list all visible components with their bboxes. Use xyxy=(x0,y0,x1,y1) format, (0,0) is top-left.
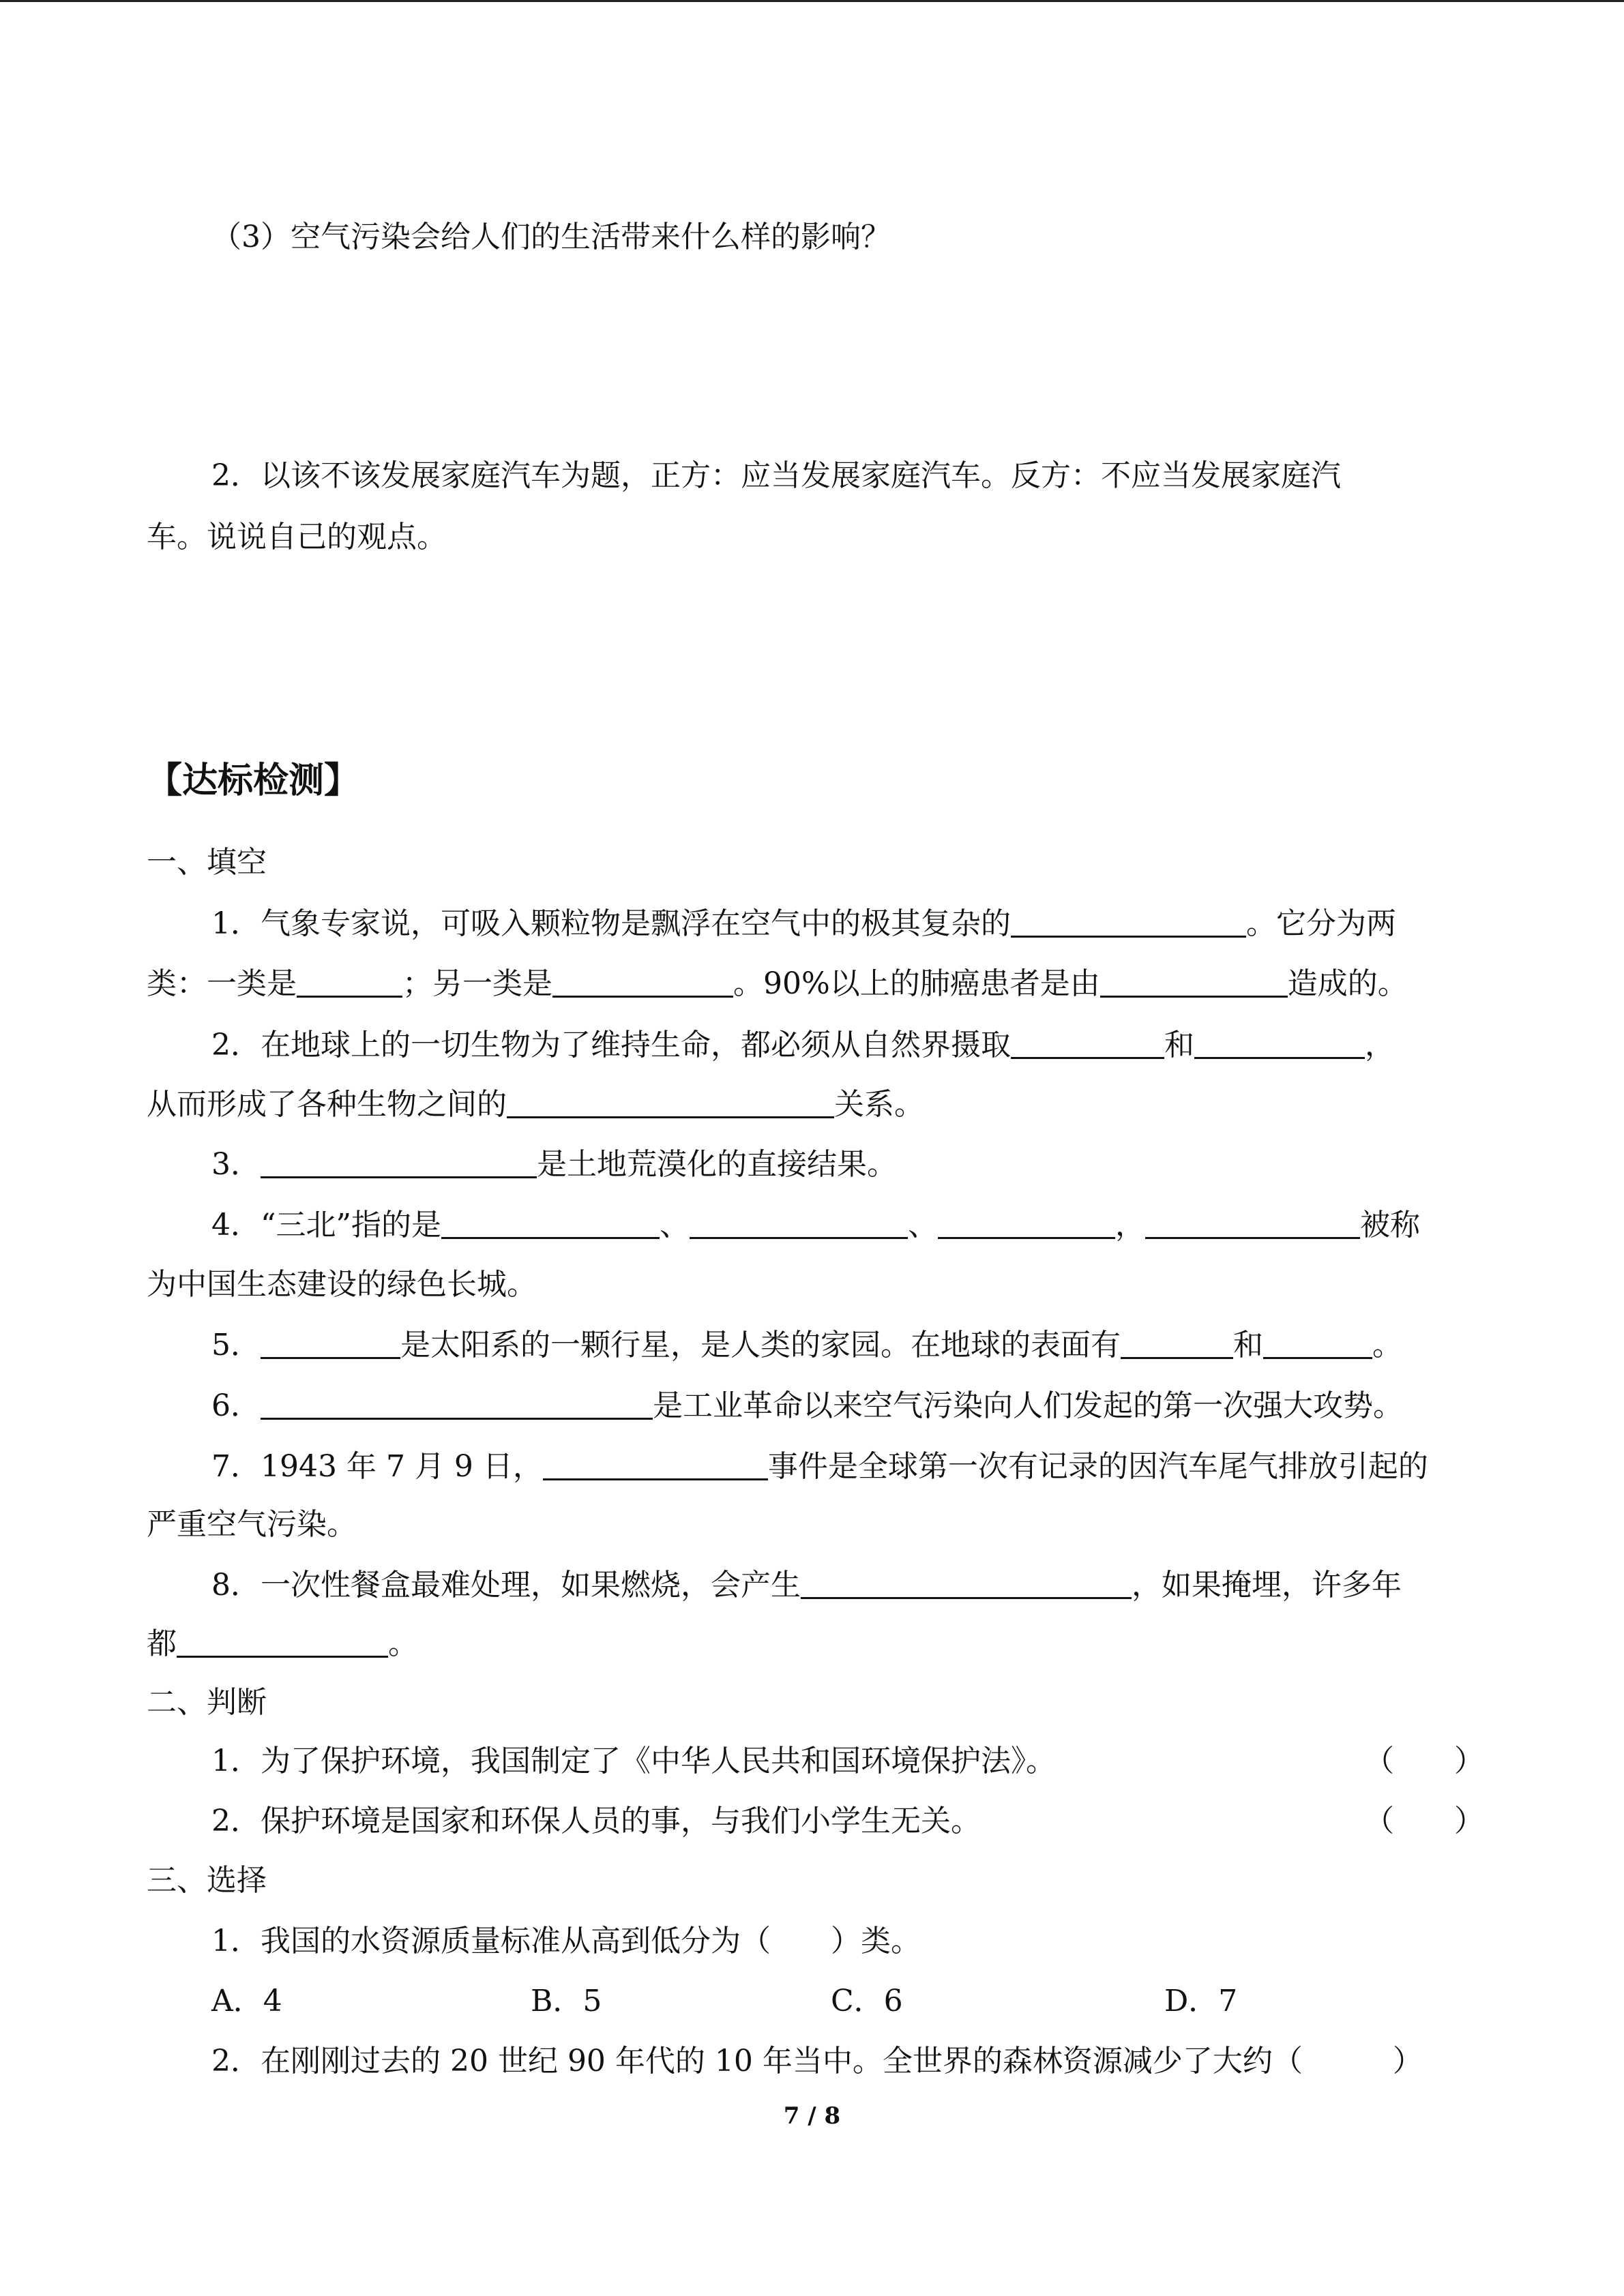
answer-blank[interactable] xyxy=(1100,966,1288,998)
answer-blank[interactable] xyxy=(507,1086,834,1118)
fill-item-4-line-2: 为中国生态建设的绿色长城。 xyxy=(147,1267,537,1302)
answer-blank[interactable] xyxy=(441,1207,660,1239)
judge-heading: 二、判断 xyxy=(147,1685,267,1720)
choice-option-a[interactable]: A．4 xyxy=(211,1984,282,2018)
choose-item-2: 2．在刚刚过去的 20 世纪 90 年代的 10 年当中。全世界的森林资源减少了大约（ ） xyxy=(211,2044,1423,2078)
choice-option-c[interactable]: C．6 xyxy=(831,1984,903,2018)
answer-blank[interactable] xyxy=(552,966,733,998)
answer-blank[interactable] xyxy=(1121,1327,1233,1359)
choose-item-1: 1．我国的水资源质量标准从高到低分为（ ）类。 xyxy=(211,1924,921,1958)
fill-item-1-line-1: 1．气象专家说，可吸入颗粒物是飘浮在空气中的极其复杂的 。它分为两 xyxy=(211,906,1396,941)
fill-item-2-line-2: 从而形成了各种生物之间的 关系。 xyxy=(147,1087,924,1122)
section-title: 【达标检测】 xyxy=(147,760,360,801)
answer-paren[interactable]: （ ） xyxy=(1364,1744,1484,1778)
choice-option-b[interactable]: B．5 xyxy=(531,1984,602,2018)
answer-blank[interactable] xyxy=(1011,1027,1164,1059)
answer-paren[interactable]: （ ） xyxy=(1364,1804,1484,1838)
answer-blank[interactable] xyxy=(690,1207,908,1239)
answer-blank[interactable] xyxy=(261,1327,400,1359)
judge-item-2: 2．保护环境是国家和环保人员的事，与我们小学生无关。 xyxy=(211,1804,981,1838)
fill-item-7-line-2: 严重空气污染。 xyxy=(147,1507,357,1542)
fill-item-1-line-2: 类：一类是 ；另一类是 。90%以上的肺癌患者是由 造成的。 xyxy=(147,966,1408,1001)
fill-item-2-line-1: 2．在地球上的一切生物为了维持生命，都必须从自然界摄取 和 ， xyxy=(211,1028,1395,1062)
choice-option-d[interactable]: D．7 xyxy=(1164,1984,1238,2018)
judge-item-1: 1．为了保护环境，我国制定了《中华人民共和国环境保护法》。 xyxy=(211,1744,1056,1778)
answer-blank[interactable] xyxy=(1263,1327,1372,1359)
answer-blank[interactable] xyxy=(261,1388,653,1420)
question-2-line-2: 车。说说自己的观点。 xyxy=(147,520,447,554)
answer-blank[interactable] xyxy=(543,1448,768,1480)
page-number: 7 / 8 xyxy=(783,2102,841,2130)
answer-blank[interactable] xyxy=(801,1567,1132,1599)
answer-blank[interactable] xyxy=(1011,906,1246,938)
answer-blank[interactable] xyxy=(297,966,402,998)
answer-blank[interactable] xyxy=(177,1626,388,1658)
fill-item-8-line-2: 都 。 xyxy=(147,1626,418,1661)
answer-blank[interactable] xyxy=(1145,1207,1360,1239)
fill-item-5: 5． 是太阳系的一颗行星，是人类的家园。在地球的表面有 和 。 xyxy=(211,1328,1402,1362)
question-2-line-1: 2．以该不该发展家庭汽车为题，正方：应当发展家庭汽车。反方：不应当发展家庭汽 xyxy=(211,458,1341,493)
fill-item-8-line-1: 8．一次性餐盒最难处理，如果燃烧，会产生 ，如果掩埋，许多年 xyxy=(211,1568,1402,1602)
fill-item-3: 3． 是土地荒漠化的直接结果。 xyxy=(211,1147,897,1182)
choose-heading: 三、选择 xyxy=(147,1863,267,1898)
answer-blank[interactable] xyxy=(1194,1027,1365,1059)
top-border-rule xyxy=(0,0,1624,2)
answer-blank[interactable] xyxy=(938,1207,1115,1239)
fill-item-6: 6． 是工业革命以来空气污染向人们发起的第一次强大攻势。 xyxy=(211,1388,1403,1423)
fill-item-7-line-1: 7．1943 年 7 月 9 日， 事件是全球第一次有记录的因汽车尾气排放引起的 xyxy=(211,1449,1428,1484)
question-3-air-pollution: （3）空气污染会给人们的生活带来什么样的影响？ xyxy=(211,220,891,254)
answer-blank[interactable] xyxy=(261,1146,537,1178)
fill-blank-heading: 一、填空 xyxy=(147,845,267,880)
fill-item-4-line-1: 4．“三北”指的是 、 、 ， 被称 xyxy=(211,1208,1420,1242)
